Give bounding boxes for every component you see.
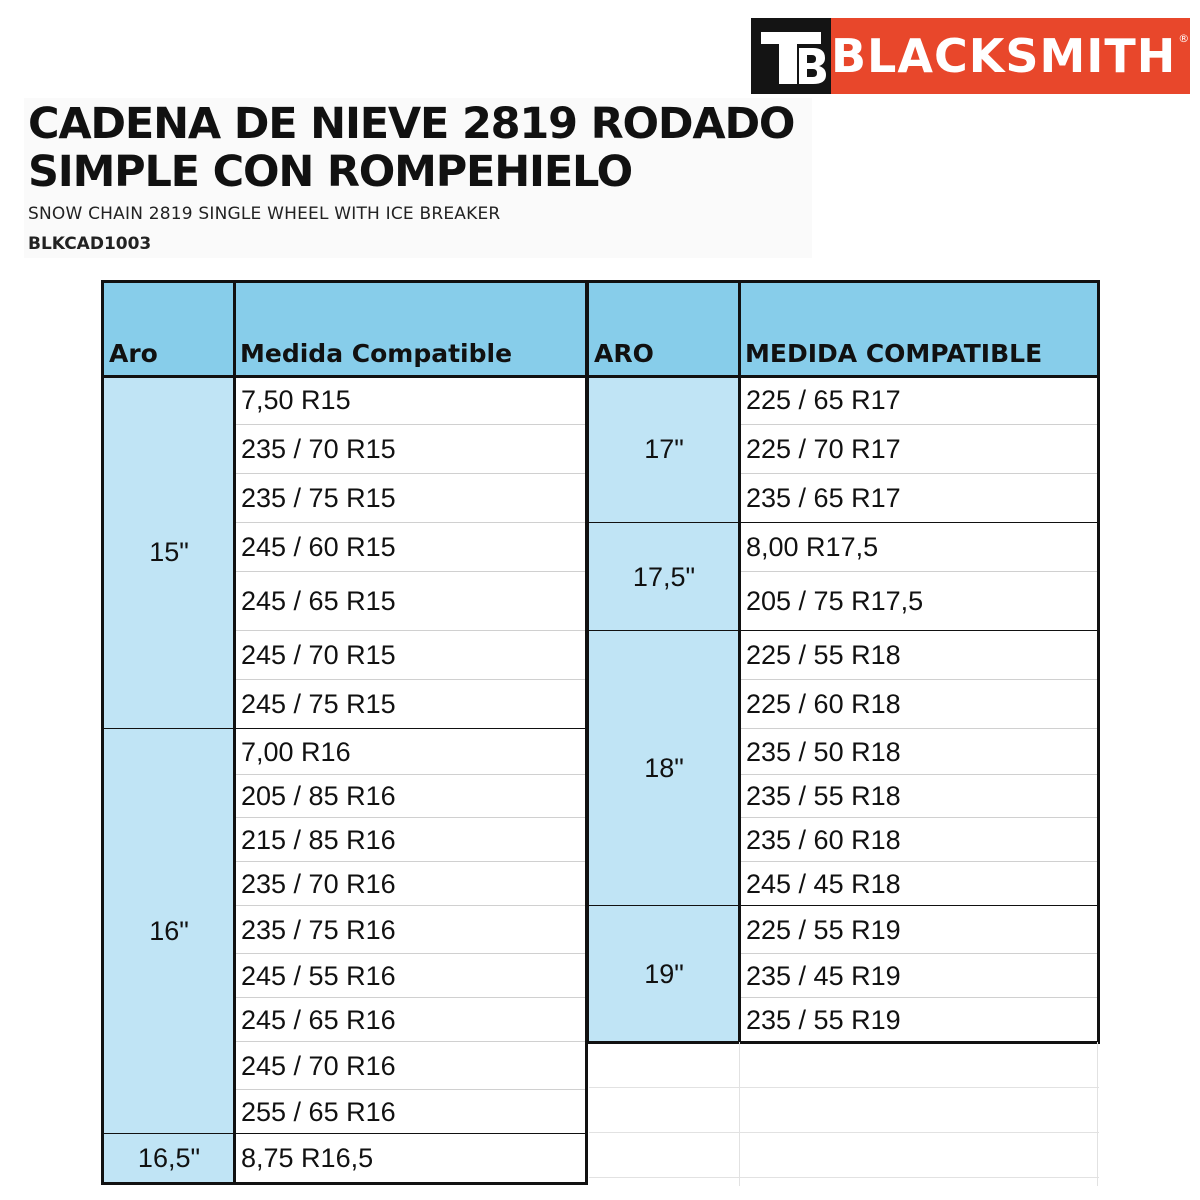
right-size-cell: 225 / 60 R18 <box>741 680 1097 729</box>
product-title-line-1: CADENA DE NIEVE 2819 RODADO <box>28 99 795 149</box>
right-size-cell: 235 / 55 R19 <box>741 998 1097 1042</box>
left-size-cell: 245 / 55 R16 <box>236 954 585 998</box>
left-size-cell: 235 / 70 R16 <box>236 862 585 906</box>
left-size-cell: 245 / 65 R15 <box>236 572 585 631</box>
empty-grid-line <box>1097 1042 1098 1186</box>
product-code: BLKCAD1003 <box>28 234 152 254</box>
empty-grid-line <box>589 1132 1099 1133</box>
right-aro-cell: 19" <box>589 906 739 1042</box>
right-size-cell: 245 / 45 R18 <box>741 862 1097 906</box>
right-size-cell: 225 / 70 R17 <box>741 425 1097 474</box>
left-size-cell: 255 / 65 R16 <box>236 1090 585 1134</box>
left-header-medida: Medida Compatible <box>234 283 585 376</box>
brand-name: BLACKSMITH <box>831 29 1177 83</box>
empty-grid-line <box>739 1042 740 1186</box>
product-header <box>24 98 812 258</box>
left-size-cell: 245 / 70 R16 <box>236 1042 585 1090</box>
left-header-aro: Aro <box>104 283 234 376</box>
right-size-cell: 235 / 65 R17 <box>741 474 1097 523</box>
left-size-cell: 245 / 60 R15 <box>236 523 585 572</box>
left-size-cell: 7,50 R15 <box>236 376 585 425</box>
left-aro-cell: 16,5" <box>104 1134 234 1183</box>
left-size-cell: 205 / 85 R16 <box>236 775 585 818</box>
left-size-cell: 245 / 65 R16 <box>236 998 585 1042</box>
left-aro-cell: 15" <box>104 376 234 729</box>
left-size-cell: 215 / 85 R16 <box>236 818 585 862</box>
left-size-cell: 245 / 70 R15 <box>236 631 585 680</box>
right-size-cell: 235 / 60 R18 <box>741 818 1097 862</box>
right-aro-cell: 17" <box>589 376 739 523</box>
brand-wordmark <box>831 18 1190 94</box>
right-table-frame <box>586 280 1100 1044</box>
left-table-frame <box>101 280 588 1185</box>
left-aro-cell: 16" <box>104 729 234 1134</box>
left-size-cell: 235 / 75 R15 <box>236 474 585 523</box>
empty-grid-line <box>589 1087 1099 1088</box>
right-header-aro: ARO <box>589 283 739 376</box>
left-size-cell: 245 / 75 R15 <box>236 680 585 729</box>
right-aro-cell: 17,5" <box>589 523 739 631</box>
right-size-cell: 225 / 55 R19 <box>741 906 1097 954</box>
left-size-cell: 8,75 R16,5 <box>236 1134 585 1183</box>
product-title-line-2: SIMPLE CON ROMPEHIELO <box>28 147 633 197</box>
left-size-cell: 7,00 R16 <box>236 729 585 775</box>
blacksmith-mark-icon <box>751 18 831 94</box>
right-size-cell: 235 / 45 R19 <box>741 954 1097 998</box>
product-subtitle: SNOW CHAIN 2819 SINGLE WHEEL WITH ICE BREAKER <box>28 204 501 224</box>
blacksmith-logo <box>751 18 1191 94</box>
right-size-cell: 8,00 R17,5 <box>741 523 1097 572</box>
right-size-cell: 235 / 55 R18 <box>741 775 1097 818</box>
right-size-cell: 225 / 55 R18 <box>741 631 1097 680</box>
right-header-medida: MEDIDA COMPATIBLE <box>739 283 1097 376</box>
empty-grid-line <box>589 1177 1099 1178</box>
right-size-cell: 235 / 50 R18 <box>741 729 1097 775</box>
right-size-cell: 205 / 75 R17,5 <box>741 572 1097 631</box>
right-size-cell: 225 / 65 R17 <box>741 376 1097 425</box>
right-aro-cell: 18" <box>589 631 739 906</box>
registered-mark: ® <box>1178 32 1191 45</box>
left-size-cell: 235 / 75 R16 <box>236 906 585 954</box>
left-size-cell: 235 / 70 R15 <box>236 425 585 474</box>
